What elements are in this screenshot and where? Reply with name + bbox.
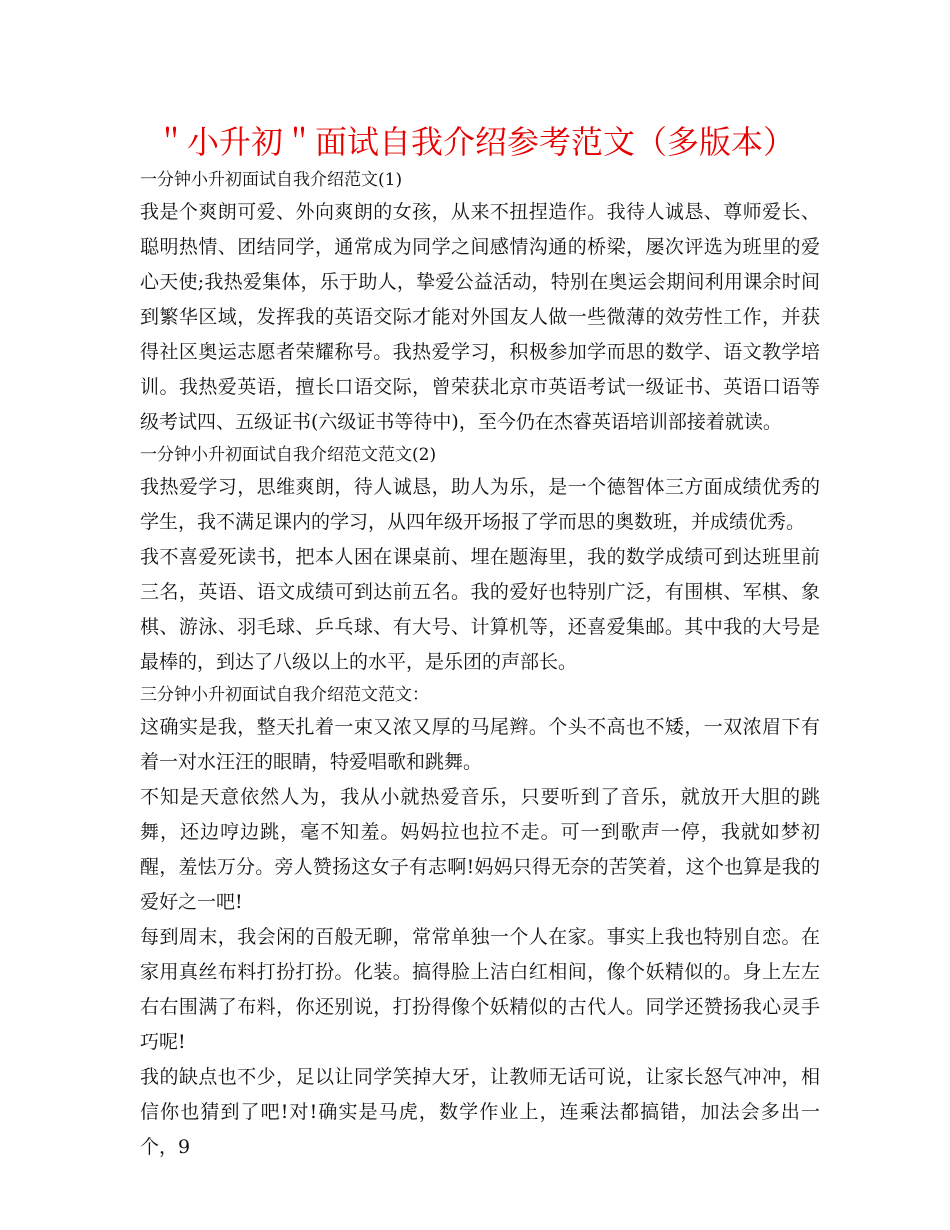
paragraph-6: 每到周末，我会闲的百般无聊，常常单独一个人在家。事实上我也特别自恋。在家用真丝布料打扮打扮。化装。搞得脸上洁白红相间，像个妖精似的。身上左左右右围满了布料，你还别说，打扮得像个妖精似的古代人。同学还赞扬我心灵手巧呢!	[140, 926, 820, 1053]
section-heading-2: 一分钟小升初面试自我介绍范文范文(2)	[140, 445, 437, 465]
paragraph-2: 我热爱学习，思维爽朗，待人诚恳，助人为乐，是一个德智体三方面成绩优秀的学生，我不满足课内的学习，从四年级开场报了学而思的奥数班，并成绩优秀。	[140, 476, 820, 533]
paragraph-3: 我不喜爱死读书，把本人困在课桌前、埋在题海里，我的数学成绩可到达班里前三名，英语、语文成绩可到达前五名。我的爱好也特别广泛，有围棋、军棋、象棋、游泳、羽毛球、乒乓球、有大号、计算机等，还喜爱集邮。其中我的大号是最棒的，到达了八级以上的水平，是乐团的声部长。	[140, 546, 820, 673]
section-heading-1: 一分钟小升初面试自我介绍范文(1)	[140, 170, 403, 190]
paragraph-1: 我是个爽朗可爱、外向爽朗的女孩，从来不扭捏造作。我待人诚恳、尊师爱长、聪明热情、团结同学，通常成为同学之间感情沟通的桥梁，屡次评选为班里的爱心天使;我热爱集体，乐于助人，挚爱公益活动，特别在奥运会期间利用课余时间到繁华区域，发挥我的英语交际才能对外国友人做一些微薄的效劳性工作，并获得社区奥运志愿者荣耀称号。我热爱学习，积极参加学而思的数学、语文教学培训。我热爱英语，擅长口语交际，曾荣获北京市英语考试一级证书、英语口语等级考试四、五级证书(六级证书等待中)，至今仍在杰睿英语培训部接着就读。	[140, 201, 820, 433]
paragraph-7: 我的缺点也不少，足以让同学笑掉大牙，让教师无话可说，让家长怒气冲冲，相信你也猜到了吧!对!确实是马虎，数学作业上，连乘法都搞错，加法会多出一个，9	[140, 1066, 820, 1158]
paragraph-5: 不知是天意依然人为，我从小就热爱音乐，只要听到了音乐，就放开大胆的跳舞，还边哼边跳，毫不知羞。妈妈拉也拉不走。可一到歌声一停，我就如梦初醒，羞怯万分。旁人赞扬这女子有志啊!妈妈只得无奈的苦笑着，这个也算是我的爱好之一吧!	[140, 786, 820, 913]
document-title: ＂小升初＂面试自我介绍参考范文（多版本）	[154, 123, 795, 161]
document-body	[140, 165, 820, 1165]
section-heading-3: 三分钟小升初面试自我介绍范文范文：	[140, 685, 429, 705]
paragraph-4: 这确实是我，整天扎着一束又浓又厚的马尾辫。个头不高也不矮，一双浓眉下有着一对水汪汪的眼睛，特爱唱歌和跳舞。	[140, 716, 820, 773]
